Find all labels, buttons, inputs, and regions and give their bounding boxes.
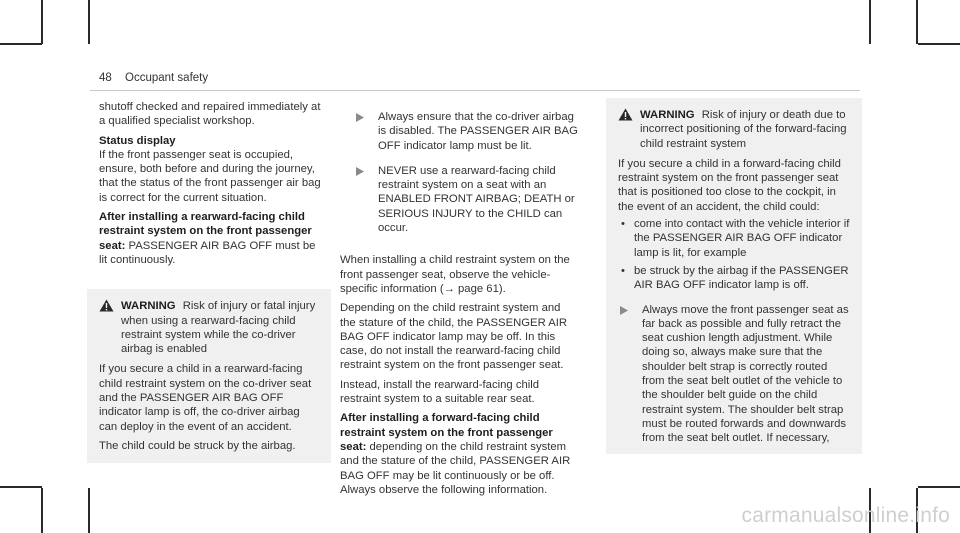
warning-paragraph: If you secure a child in a rearward-facing child restraint system on the co-driver seat and the PASSENGER AIR BAG OFF indicator lamp is off, the co-driver airbag can deploy in the event of an accident. — [99, 363, 312, 433]
crop-mark — [0, 486, 42, 488]
section-title: Occupant safety — [125, 72, 209, 84]
triangle-right-icon — [618, 303, 642, 317]
warning-paragraph: If you secure a child in a forward-facing child restraint system on the front passenger seat that is positioned too close to the cockpit, in the event of an accident, the child could: — [618, 157, 841, 213]
tip-text: NEVER use a rearward-facing child restraint system on a seat with an ENABLED FRONT AIRBAG; DEATH or SERIOUS INJURY to the CHILD can occur. — [378, 164, 575, 235]
warning-box — [87, 289, 331, 463]
warning-paragraph: The child could be struck by the airbag. — [99, 439, 296, 452]
warning-body — [99, 362, 321, 453]
warning-icon — [99, 299, 121, 315]
tip-item — [618, 303, 852, 446]
body-paragraph: Depending on the child restraint system and the stature of the child, the PASSENGER AIR BAG OFF indicator lamp may be off. In this case, do not install the rearward-facing child restraint system on the front passenger seat. — [340, 302, 568, 372]
crop-mark — [88, 488, 90, 533]
forward-text: depending on the child restraint system and the stature of the child, PASSENGER AIR BAG OFF may be lit continuously or be off. Always observe the following information. — [340, 440, 571, 496]
tip-item — [354, 110, 578, 153]
status-display-heading: Status display — [99, 134, 176, 147]
column-1 — [99, 100, 321, 463]
column-3 — [606, 98, 862, 454]
page-number: 48 — [99, 72, 112, 84]
crop-mark — [41, 488, 43, 533]
crop-mark — [88, 0, 90, 44]
warning-box — [606, 98, 862, 454]
warning-title: WARNING — [121, 300, 176, 313]
crop-mark — [918, 43, 960, 45]
triangle-right-icon — [354, 110, 378, 124]
tip-text: Always move the front passenger seat as far back as possible and fully retract the seat cushion length adjustment. While doing so, always make sure that the shoulder belt strap is correctly routed from the seat belt outlet of the vehicle to the shoulder belt guide on the child restraint system. The shoulder belt strap must be routed forwards and downwards from the seat belt outlet. If necessary, — [642, 303, 849, 445]
page-header — [99, 72, 208, 84]
column-2 — [340, 110, 578, 502]
list-item: • come into contact with the vehicle interior if the PASSENGER AIR BAG OFF indicator lamp is lit, for example — [621, 218, 850, 259]
list-item: • be struck by the airbag if the PASSENGER AIR BAG OFF indicator lamp is off. — [621, 264, 849, 292]
triangle-right-icon — [354, 164, 378, 178]
warning-title: WARNING — [640, 109, 695, 121]
warning-summary-text: Risk of injury or fatal injury when using a rearward-facing child restraint system while the co-driver airbag is enabled — [121, 300, 316, 356]
crop-mark — [0, 43, 42, 45]
warning-header — [618, 108, 852, 151]
crop-mark — [869, 0, 871, 44]
install-paragraph — [99, 210, 321, 267]
body-paragraph: When installing a child restraint system on the front passenger seat, observe the vehicle-specific information (→ page 61). — [340, 254, 570, 295]
intro-paragraph: shutoff checked and repaired immediately at a qualified specialist workshop. — [99, 101, 321, 128]
crop-mark — [41, 0, 43, 44]
crop-mark — [918, 486, 960, 488]
forward-heading: After installing a forward-facing child restraint system on the front passenger seat: — [340, 412, 553, 453]
warning-body — [618, 157, 852, 446]
crop-mark — [916, 0, 918, 44]
watermark: carmanualsonline.info — [741, 504, 950, 527]
warning-summary-text: Risk of injury or death due to incorrect positioning of the forward-facing child restraint system — [640, 109, 847, 150]
warning-summary — [121, 299, 321, 356]
status-display-paragraph: If the front passenger seat is occupied, ensure, both before and during the journey, that the status of the front passenger air bag is correct for the current situation. — [99, 148, 321, 204]
tip-item — [354, 164, 578, 235]
body-paragraph: Instead, install the rearward-facing child restraint system to a suitable rear seat. — [340, 378, 540, 406]
install-text: PASSENGER AIR BAG OFF must be lit continuously. — [99, 239, 316, 266]
warning-bullet-list — [618, 217, 852, 292]
warning-summary — [640, 108, 852, 151]
install-heading: After installing a rearward-facing child restraint system on the front passenger seat: — [99, 211, 312, 252]
tip-text: Always ensure that the co-driver airbag is disabled. The PASSENGER AIR BAG OFF indicator lamp must be lit. — [378, 111, 578, 152]
forward-paragraph — [340, 411, 578, 497]
warning-icon — [618, 108, 640, 124]
header-divider — [90, 90, 860, 91]
warning-header — [99, 299, 321, 356]
